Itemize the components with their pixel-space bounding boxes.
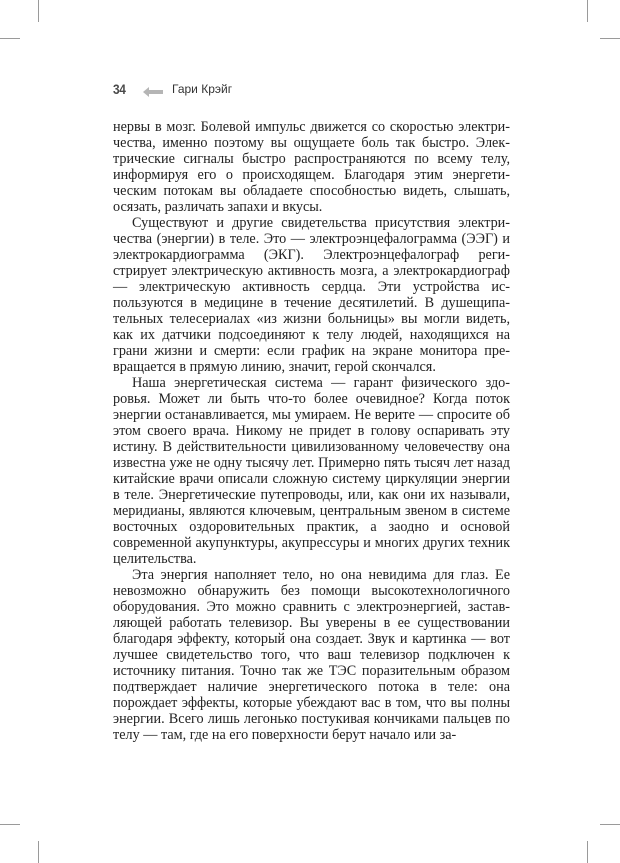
page-number: 34 [113, 81, 126, 97]
crop-mark-top-right-vertical [587, 0, 588, 22]
crop-mark-bottom-left-vertical [38, 841, 39, 863]
running-head [113, 80, 232, 98]
crop-mark-bottom-right-horizontal [600, 824, 620, 825]
crop-mark-top-right-horizontal [600, 38, 620, 39]
crop-mark-bottom-left-horizontal [0, 824, 20, 825]
crop-mark-top-left-horizontal [0, 38, 20, 39]
crop-mark-top-left-vertical [38, 0, 39, 22]
crop-mark-bottom-right-vertical [587, 841, 588, 863]
body-text [113, 119, 510, 743]
paragraph-1: нервы в мозг. Болевой импульс движется со скоростью электричества, именно поэтому вы ощущаете боль так быстро. Электрические сигналы быстро распространяются по всему телу, информируя его о происходящем. Благодаря этим энергетическим потокам вы обладаете способностью видеть, слышать, осязать, различать запахи и вкусы. [113, 119, 510, 215]
paragraph-4: Эта энергия наполняет тело, но она невидима для глаз. Ее невозможно обнаружить без помощи высокотехнологичного оборудования. Это можно сравнить с электроэнергией, заставляющей работать телевизор. Вы уверены в ее существовании благодаря эффекту, который она создает. Звук и картинка — вот лучшее свидетельство того, что ваш телевизор подключен к источнику питания. Точно так же ТЭС поразительным образом подтверждает наличие энергетического потока в теле: она порождает эффекты, которые убеждают вас в том, что вы полны энергии. Всего лишь легонько постукивая кончиками пальцев по телу — там, где на его поверхности берут начало или за- [113, 567, 510, 743]
left-arrow-icon [143, 84, 163, 94]
author-name: Гари Крэйг [172, 82, 233, 96]
paragraph-2: Существуют и другие свидетельства присутствия электричества (энергии) в теле. Это — электроэнцефалограмма (ЭЭГ) и электрокардиограмма (ЭКГ). Электроэнцефалограф регистрирует электрическую активность мозга, а электрокардиограф — электрическую активность сердца. Эти устройства используются в медицине в течение десятилетий. В душещипательных телесериалах «из жизни больницы» вы могли видеть, как их датчики подсоединяют к телу людей, находящихся на грани жизни и смерти: если график на экране монитора превращается в прямую линию, значит, герой скончался. [113, 215, 510, 375]
paragraph-3: Наша энергетическая система — гарант физического здоровья. Может ли быть что-то более очевидное? Когда поток энергии останавливается, мы умираем. Не верите — спросите об этом своего врача. Никому не придет в голову оспаривать эту истину. В действительности цивилизованному человечеству она известна уже не одну тысячу лет. Примерно пять тысяч лет назад китайские врачи описали сложную систему циркуляции энергии в теле. Энергетические путепроводы, или, как они их называли, меридианы, являются ключевым, центральным звеном в системе восточных оздоровительных практик, а заодно и основой современной акупунктуры, акупрессуры и многих других техник целительства. [113, 375, 510, 567]
